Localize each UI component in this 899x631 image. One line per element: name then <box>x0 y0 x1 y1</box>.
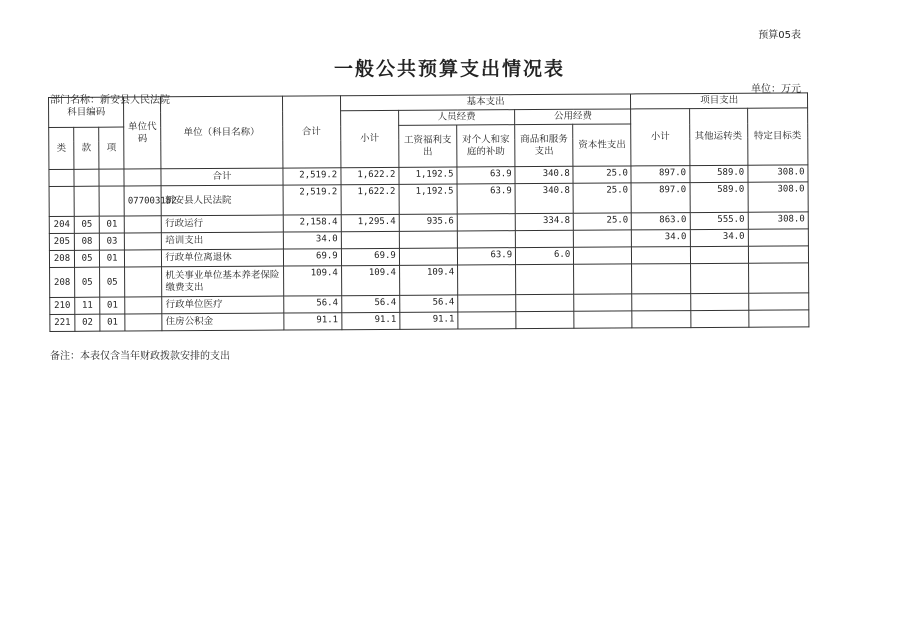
row-unit-code <box>124 169 161 186</box>
row-specific: 308.0 <box>748 212 808 229</box>
row-goods <box>516 311 574 328</box>
row-wages: 1,192.5 <box>399 167 457 184</box>
row-project-subtotal <box>632 264 690 294</box>
expenditure-table-container <box>48 92 809 332</box>
row-total: 91.1 <box>283 313 341 330</box>
unit-label: 单位：万元 <box>751 84 801 95</box>
row-capital <box>574 264 632 294</box>
row-basic-subtotal: 1,295.4 <box>341 214 399 231</box>
row-capital: 25.0 <box>574 213 632 230</box>
row-other-transfer <box>690 246 748 263</box>
header-subject-code: 科目编码 <box>49 97 124 127</box>
row-specific: 308.0 <box>748 165 808 182</box>
header-basic: 基本支出 <box>340 94 631 111</box>
row-name: 行政单位医疗 <box>162 296 283 314</box>
table-row <box>50 263 809 298</box>
row-lei: 210 <box>50 297 75 314</box>
row-unit-code <box>125 233 162 250</box>
expenditure-table <box>48 92 809 332</box>
header-personnel: 人员经费 <box>398 110 514 126</box>
row-total: 109.4 <box>283 266 341 296</box>
row-kuan: 05 <box>74 216 99 233</box>
header-wages: 工资福利支出 <box>399 125 457 167</box>
row-other-transfer: 589.0 <box>690 165 748 182</box>
row-kuan: 11 <box>75 297 100 314</box>
row-lei <box>49 186 74 216</box>
header-kuan: 款 <box>74 127 99 169</box>
row-wages: 109.4 <box>399 265 457 295</box>
row-subsidy: 63.9 <box>457 167 515 184</box>
row-kuan: 02 <box>75 314 100 331</box>
row-lei: 208 <box>49 250 74 267</box>
row-wages: 935.6 <box>399 214 457 231</box>
row-subsidy: 63.9 <box>457 248 515 265</box>
header-unit-name: 单位（科目名称） <box>161 96 283 169</box>
row-goods: 340.8 <box>515 183 573 213</box>
row-basic-subtotal <box>341 231 399 248</box>
row-total: 56.4 <box>283 296 341 313</box>
header-goods: 商品和服务支出 <box>515 124 573 166</box>
row-capital <box>574 294 632 311</box>
row-specific <box>748 229 808 246</box>
header-capital: 资本性支出 <box>573 124 631 166</box>
row-project-subtotal <box>632 311 690 328</box>
row-total: 2,519.2 <box>283 168 341 185</box>
header-public: 公用经费 <box>515 109 631 125</box>
row-xiang: 01 <box>99 216 124 233</box>
form-code: 预算05表 <box>758 30 801 41</box>
row-other-transfer <box>690 310 748 327</box>
header-project: 项目支出 <box>631 93 808 109</box>
row-name: 住房公积金 <box>162 313 283 331</box>
row-goods: 334.8 <box>515 213 573 230</box>
row-kuan: 05 <box>75 267 100 297</box>
row-goods <box>516 294 574 311</box>
header-other-transfer: 其他运转类 <box>689 108 747 165</box>
row-lei <box>49 169 74 186</box>
row-wages <box>399 248 457 265</box>
footnote: 备注：本表仅含当年财政拨款安排的支出 <box>50 351 230 362</box>
row-specific <box>748 263 808 293</box>
row-xiang: 03 <box>99 233 124 250</box>
row-name: 合计 <box>161 168 282 186</box>
row-other-transfer: 34.0 <box>690 229 748 246</box>
row-basic-subtotal: 91.1 <box>342 312 400 329</box>
header-project-subtotal: 小计 <box>631 109 689 166</box>
row-other-transfer: 589.0 <box>690 182 748 212</box>
row-subsidy <box>457 231 515 248</box>
row-basic-subtotal: 1,622.2 <box>341 184 399 214</box>
row-project-subtotal: 863.0 <box>632 213 690 230</box>
header-subsidy: 对个人和家庭的补助 <box>457 125 515 167</box>
row-unit-code <box>124 216 161 233</box>
row-other-transfer <box>690 263 748 293</box>
row-basic-subtotal: 109.4 <box>341 265 399 295</box>
row-basic-subtotal: 56.4 <box>341 295 399 312</box>
row-total: 2,158.4 <box>283 215 341 232</box>
row-specific <box>749 310 809 327</box>
row-kuan <box>74 186 99 216</box>
row-xiang: 01 <box>100 297 125 314</box>
row-name: 培训支出 <box>162 232 283 250</box>
row-name: 行政运行 <box>162 215 283 233</box>
row-subsidy: 63.9 <box>457 184 515 214</box>
row-goods: 340.8 <box>515 166 573 183</box>
row-unit-code <box>125 314 162 331</box>
row-subsidy <box>458 312 516 329</box>
row-goods: 6.0 <box>516 247 574 264</box>
row-project-subtotal: 897.0 <box>631 166 689 183</box>
row-project-subtotal: 897.0 <box>631 183 689 213</box>
row-specific <box>748 246 808 263</box>
row-project-subtotal: 34.0 <box>632 230 690 247</box>
row-unit-code <box>125 267 162 297</box>
row-unit-code: 077003152 <box>124 186 161 216</box>
row-wages: 1,192.5 <box>399 184 457 214</box>
row-project-subtotal <box>632 294 690 311</box>
row-subsidy <box>457 214 515 231</box>
row-lei: 204 <box>49 216 74 233</box>
row-capital: 25.0 <box>573 166 631 183</box>
row-wages: 56.4 <box>400 295 458 312</box>
row-kuan: 05 <box>74 250 99 267</box>
row-lei: 221 <box>50 314 75 331</box>
table-row <box>49 182 808 217</box>
row-basic-subtotal: 1,622.2 <box>341 167 399 184</box>
row-specific: 308.0 <box>748 182 808 212</box>
row-subsidy <box>458 295 516 312</box>
row-xiang <box>99 186 124 216</box>
row-unit-code <box>125 250 162 267</box>
row-goods <box>516 264 574 294</box>
row-xiang: 01 <box>100 250 125 267</box>
row-total: 34.0 <box>283 232 341 249</box>
header-specific: 特定目标类 <box>747 108 808 165</box>
row-capital <box>574 230 632 247</box>
page-title: 一般公共预算支出情况表 <box>333 58 565 80</box>
row-unit-code <box>125 297 162 314</box>
row-kuan: 08 <box>74 233 99 250</box>
row-lei: 208 <box>50 267 75 297</box>
table-row <box>50 310 809 332</box>
header-lei: 类 <box>49 127 74 169</box>
row-wages: 91.1 <box>400 312 458 329</box>
row-capital: 25.0 <box>573 183 631 213</box>
row-basic-subtotal: 69.9 <box>341 248 399 265</box>
row-name: 行政单位离退休 <box>162 249 283 267</box>
row-capital <box>574 247 632 264</box>
row-subsidy <box>458 265 516 295</box>
header-xiang: 项 <box>99 127 124 169</box>
department-name: 部门名称：新安县人民法院 <box>50 95 170 106</box>
row-total: 2,519.2 <box>283 185 341 215</box>
row-xiang: 01 <box>100 314 125 331</box>
row-lei: 205 <box>49 233 74 250</box>
header-unit-code: 单位代码 <box>124 97 162 169</box>
row-name: 机关事业单位基本养老保险缴费支出 <box>162 266 283 297</box>
row-wages <box>399 231 457 248</box>
row-specific <box>748 293 808 310</box>
row-xiang: 05 <box>100 267 125 297</box>
row-name: 新安县人民法院 <box>161 185 282 216</box>
row-project-subtotal <box>632 247 690 264</box>
row-total: 69.9 <box>283 249 341 266</box>
row-xiang <box>99 169 124 186</box>
header-total: 合计 <box>282 96 341 168</box>
row-other-transfer <box>690 293 748 310</box>
row-kuan <box>74 169 99 186</box>
row-goods <box>515 230 573 247</box>
row-other-transfer: 555.0 <box>690 212 748 229</box>
row-capital <box>574 311 632 328</box>
header-basic-subtotal: 小计 <box>340 110 398 167</box>
